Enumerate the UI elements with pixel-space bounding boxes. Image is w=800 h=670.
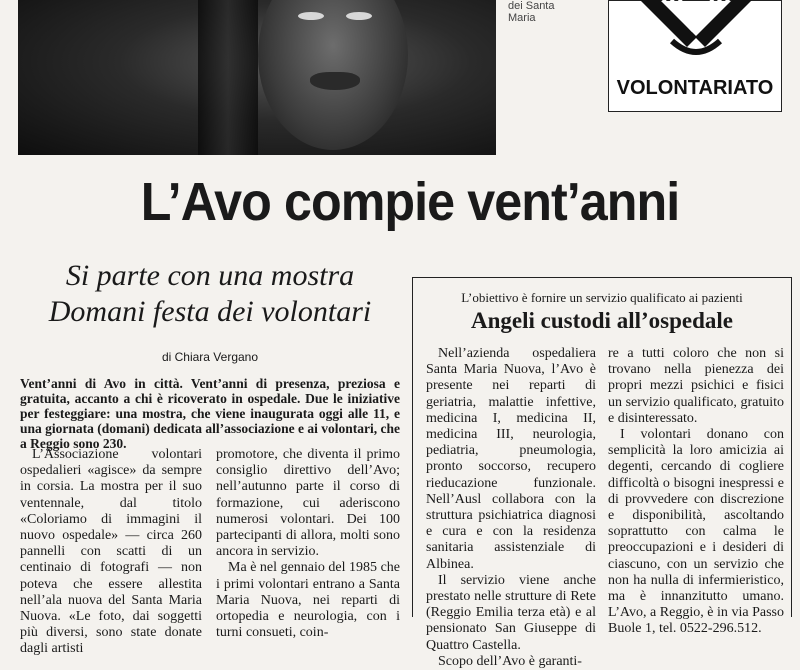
sidebar-column-1 <box>426 346 596 670</box>
subheadline-line-2: Domani festa dei volontari <box>48 295 372 328</box>
sidebar-column-2 <box>608 346 784 638</box>
handshake-icon <box>627 0 765 63</box>
portrait-photo <box>18 0 496 155</box>
sidebar-paragraph: I volontari donano con semplicità la loro amicizia ai degenti, cercando di cogliere difficoltà o bisogni inespressi e di provvedere con discrezione e disponibilità, ascoltando soprattutto con calma le preoccupazioni e i desideri di ciascuno, con un servizio che non ha nulla di infermieristico, ma è innanzitutto umano. L’Avo, a Reggio, è in via Passo Buole 1, tel. 0522-296.512. <box>608 427 784 637</box>
subheadline <box>20 258 400 330</box>
lips-shape <box>310 72 360 90</box>
article-column-1 <box>20 447 202 658</box>
byline: di Chiara Vergano <box>161 350 259 364</box>
sidebar-title: Angeli custodi all’ospedale <box>471 308 733 333</box>
sidebar-paragraph: re a tutti coloro che non si trovano nella pienezza dei propri mezzi psichici e fisici un servizio qualificato, gratuito e disinteressato. <box>608 346 784 426</box>
article-paragraph: L’Associazione volontari ospedalieri «agisce» da sempre in corsia. La mostra per il suo ventennale, dal titolo «Coloriamo di immagini il nuovo ospedale» — circa 260 pannelli con scatti di un centinaio di fotografi — non poteva che essere allestita nell’ala nuova del Santa Maria Nuova. «Le foto, dai soggetti più diversi, sono state donate dagli artisti <box>20 447 202 657</box>
sidebar-paragraph: Scopo dell’Avo è garanti- <box>438 653 582 669</box>
subheadline-line-1: Si parte con una mostra <box>65 259 355 292</box>
sidebar-paragraph: Nell’azienda ospedaliera Santa Maria Nuova, l’Avo è presente nei reparti di geriatria, malattie infettive, medicina I, medicina II, medicina III, neurologia, pediatria, pneumologia, pronto soccorso, recupero rieducazione funzionale. Nell’Ausl collabora con la struttura psichiatrica diagnosi e cura e con la residenza sanitaria assistenziale di Albinea. <box>426 346 596 572</box>
logo-text: VOLONTARIATO <box>616 77 774 99</box>
lead-paragraph: Vent’anni di Avo in città. Vent’anni di presenza, preziosa e gratuita, accanto a chi è ricoverato in ospedale. Due le iniziative per festeggiare: una mostra, che viene inaugurata oggi alle 11, e una giornata (domani) dedicata all’associazione e ai volontari, che a Reggio sono 230. <box>20 376 400 451</box>
right-eye-shape <box>346 12 372 20</box>
article-column-2 <box>216 447 400 641</box>
sidebar-paragraph: Il servizio viene anche prestato nelle strutture di Rete (Reggio Emilia terza età) e al pensionato San Giuseppe di Quattro Castella. <box>426 572 596 653</box>
caption-line-1: dei Santa <box>508 0 555 12</box>
sidebar-kicker: L’obiettivo è fornire un servizio qualificato ai pazienti <box>461 290 743 305</box>
headline: L’Avo compie vent’anni <box>140 172 680 232</box>
article-paragraph: Ma è nel gennaio del 1985 che i primi volontari entrano a Santa Maria Nuova, nei reparti di ortopedia e neurologia, con i turni consueti, coin- <box>216 560 400 641</box>
left-eye-shape <box>298 12 324 20</box>
caption-line-2: Maria <box>508 12 536 24</box>
article-paragraph: promotore, che diventa il primo consiglio direttivo dell’Avo; nell’autunno parte il corso di formazione, cui aderiscono numerosi volontari. Dei 100 partecipanti di allora, molti sono ancora in servizio. <box>216 447 400 560</box>
face-shape <box>258 0 408 150</box>
volontariato-logo <box>608 0 782 112</box>
hair-shape <box>198 0 258 155</box>
